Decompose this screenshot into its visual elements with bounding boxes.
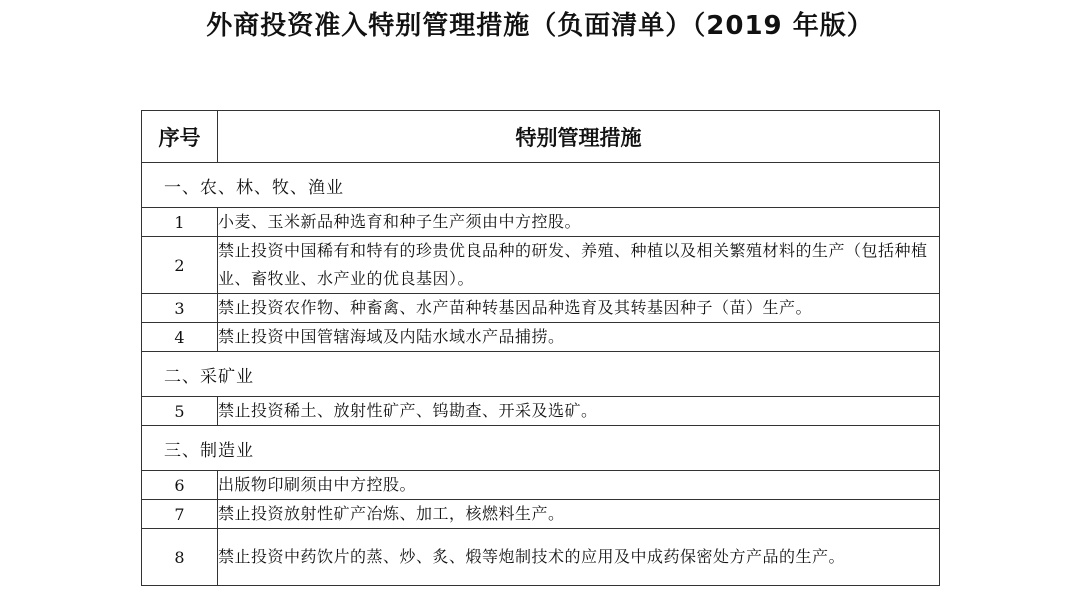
table-row	[142, 500, 940, 529]
section-heading: 一、农、林、牧、渔业	[142, 163, 940, 208]
row-number: 6	[142, 471, 218, 500]
row-measure: 禁止投资稀土、放射性矿产、钨勘查、开采及选矿。	[218, 397, 940, 426]
section-heading: 二、采矿业	[142, 352, 940, 397]
row-number: 3	[142, 294, 218, 323]
document-title: 外商投资准入特别管理措施（负面清单）（2019 年版）	[206, 11, 874, 41]
table-row	[142, 208, 940, 237]
table-row	[142, 397, 940, 426]
section-heading-row	[142, 352, 940, 397]
table-row	[142, 471, 940, 500]
table-header-row	[142, 111, 940, 163]
table-row	[142, 237, 940, 294]
row-measure: 出版物印刷须由中方控股。	[218, 471, 940, 500]
row-number: 5	[142, 397, 218, 426]
section-heading: 三、制造业	[142, 426, 940, 471]
negative-list-table	[141, 110, 940, 586]
row-number: 8	[142, 529, 218, 586]
row-measure: 禁止投资中国稀有和特有的珍贵优良品种的研发、养殖、种植以及相关繁殖材料的生产（包括种植业、畜牧业、水产业的优良基因）。	[218, 237, 940, 294]
table-row	[142, 323, 940, 352]
row-number: 1	[142, 208, 218, 237]
row-measure: 禁止投资中药饮片的蒸、炒、炙、煅等炮制技术的应用及中成药保密处方产品的生产。	[218, 529, 940, 586]
section-heading-row	[142, 426, 940, 471]
row-number: 4	[142, 323, 218, 352]
row-number: 7	[142, 500, 218, 529]
table-row	[142, 294, 940, 323]
table-row	[142, 529, 940, 586]
section-heading-row	[142, 163, 940, 208]
row-measure: 禁止投资中国管辖海域及内陆水域水产品捕捞。	[218, 323, 940, 352]
row-measure: 禁止投资放射性矿产冶炼、加工，核燃料生产。	[218, 500, 940, 529]
header-number: 序号	[142, 111, 218, 163]
header-measure: 特别管理措施	[218, 111, 940, 163]
row-measure: 小麦、玉米新品种选育和种子生产须由中方控股。	[218, 208, 940, 237]
row-number: 2	[142, 237, 218, 294]
row-measure: 禁止投资农作物、种畜禽、水产苗种转基因品种选育及其转基因种子（苗）生产。	[218, 294, 940, 323]
